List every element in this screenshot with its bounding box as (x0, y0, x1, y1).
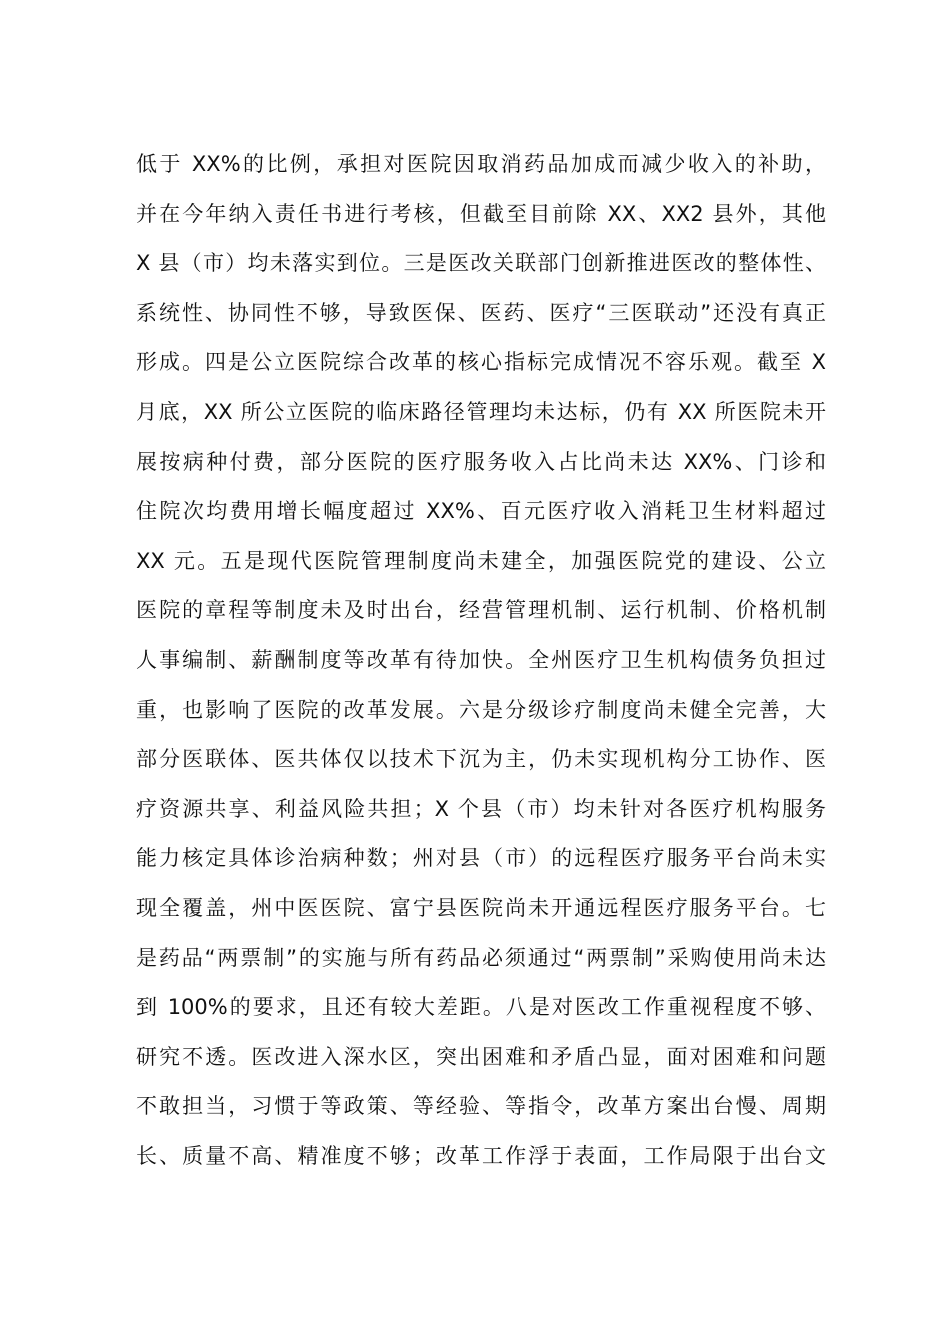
text-line-20: 不敢担当，习惯于等政策、等经验、等指令，改革方案出台慢、周期 (136, 1094, 826, 1119)
text-line-8: 住院次均费用增长幅度超过 XX%、百元医疗收入消耗卫生材料超过 (136, 499, 826, 524)
text-line-9: XX 元。五是现代医院管理制度尚未建全，加强医院党的建设、公立 (136, 548, 826, 573)
text-line-6: 月底，XX 所公立医院的临床路径管理均未达标，仍有 XX 所医院未开 (136, 399, 826, 424)
text-line-1: 低于 XX%的比例，承担对医院因取消药品加成而减少收入的补助， (136, 152, 826, 176)
text-line-4: 系统性、协同性不够，导致医保、医药、医疗“三医联动”还没有真正 (136, 300, 826, 325)
text-line-13: 部分医联体、医共体仅以技术下沉为主，仍未实现机构分工协作、医 (136, 747, 826, 772)
text-line-21: 长、质量不高、精准度不够；改革工作浮于表面，工作局限于出台文 (136, 1143, 826, 1168)
text-line-10: 医院的章程等制度未及时出台，经营管理机制、运行机制、价格机制 (136, 598, 826, 623)
text-line-14: 疗资源共享、利益风险共担；X 个县（市）均未针对各医疗机构服务 (136, 796, 826, 821)
body-text (136, 140, 826, 1181)
text-line-17: 是药品“两票制”的实施与所有药品必须通过“两票制”采购使用尚未达 (136, 945, 826, 970)
text-line-19: 研究不透。医改进入深水区，突出困难和矛盾凸显，面对困难和问题 (136, 1044, 826, 1069)
text-line-12: 重，也影响了医院的改革发展。六是分级诊疗制度尚未健全完善，大 (136, 697, 826, 722)
text-line-7: 展按病种付费，部分医院的医疗服务收入占比尚未达 XX%、门诊和 (136, 449, 826, 474)
text-line-18: 到 100%的要求，且还有较大差距。八是对医改工作重视程度不够、 (136, 995, 826, 1020)
text-line-2: 并在今年纳入责任书进行考核，但截至目前除 XX、XX2 县外，其他 (136, 201, 826, 226)
text-line-11: 人事编制、薪酬制度等改革有待加快。全州医疗卫生机构债务负担过 (136, 647, 826, 672)
text-line-16: 现全覆盖，州中医医院、富宁县医院尚未开通远程医疗服务平台。七 (136, 895, 826, 920)
text-line-3: X 县（市）均未落实到位。三是医改关联部门创新推进医改的整体性、 (136, 251, 826, 276)
text-line-5: 形成。四是公立医院综合改革的核心指标完成情况不容乐观。截至 X (136, 350, 826, 375)
text-line-15: 能力核定具体诊治病种数；州对县（市）的远程医疗服务平台尚未实 (136, 846, 826, 871)
